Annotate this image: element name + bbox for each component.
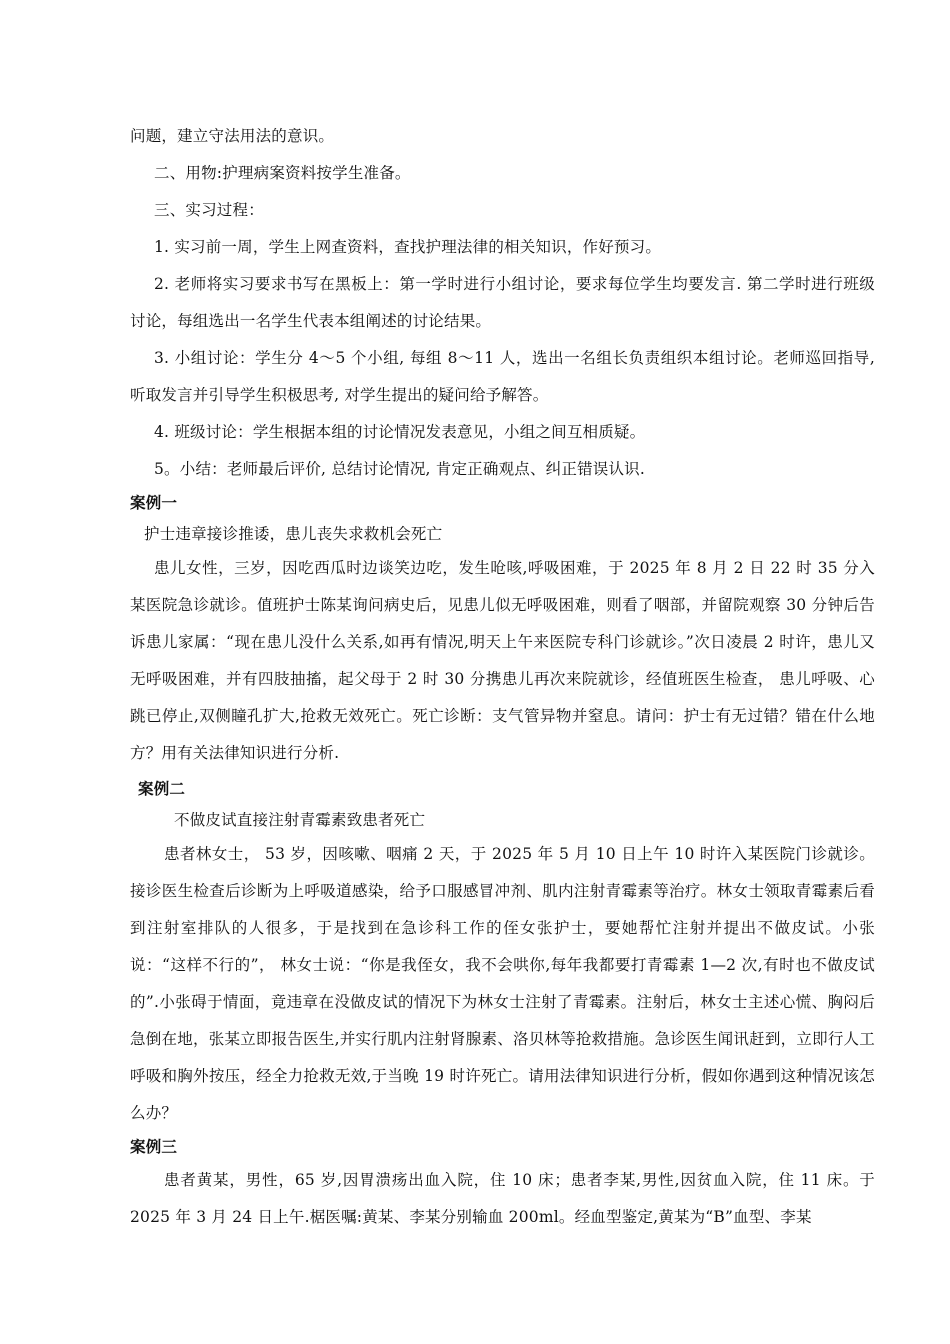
case1-body: 患儿女性，三岁，因吃西瓜时边谈笑边吃，发生呛咳,呼吸困难，于 2025 年 8 月 2 日 22 时 35 分入某医院急诊就诊。值班护士陈某询问病史后，见患儿似无呼吸困难，则看了咽部，并留院观察 30 分钟后告诉患儿家属：“现在患儿没什么关系,如再有情况,明天上午来医院专科门诊就诊。”次日凌晨 2 时许，患儿又无呼吸困难，并有四肢抽搐，起父母于 2 时 30 分携患儿再次来院就诊，经值班医生检查， 患儿呼吸、心跳已停止,双侧瞳孔扩大,抢救无效死亡。死亡诊断：支气管异物并窒息。请问：护士有无过错？错在什么地方？用有关法律知识进行分析. [130, 559, 875, 762]
case1-subtitle: 护士违章接诊推诿，患儿丧失求救机会死亡 [144, 525, 443, 543]
paragraph-step-1: 1. 实习前一周，学生上网查资料，查找护理法律的相关知识，作好预习。 [154, 238, 662, 256]
paragraph-step-2: 2. 老师将实习要求书写在黑板上：第一学时进行小组讨论，要求每位学生均要发言. 第二学时进行班级讨论，每组选出一名学生代表本组阐述的讨论结果。 [130, 275, 875, 330]
paragraph-materials: 二、用物:护理病案资料按学生准备。 [154, 164, 411, 182]
case2-body: 患者林女士， 53 岁，因咳嗽、咽痛 2 天，于 2025 年 5 月 10 日上午 10 时许入某医院门诊就诊。接诊医生检查后诊断为上呼吸道感染，给予口服感冒冲剂、肌内注射青霉素等治疗。林女士领取青霉素后看到注射室排队的人很多，于是找到在急诊科工作的侄女张护士，要她帮忙注射并提出不做皮试。小张说：“这样不行的”， 林女士说：“你是我侄女，我不会哄你,每年我都要打青霉素 1—2 次,有时也不做皮试的”.小张碍于情面，竟违章在没做皮试的情况下为林女士注射了青霉素。注射后，林女士主述心慌、胸闷后急倒在地，张某立即报告医生,并实行肌内注射肾腺素、洛贝林等抢救措施。急诊医生闻讯赶到，立即行人工呼吸和胸外按压，经全力抢救无效,于当晚 19 时许死亡。请用法律知识进行分析，假如你遇到这种情况该怎么办？ [130, 845, 875, 1122]
document-body [130, 118, 875, 1236]
paragraph-intro-continuation: 问题，建立守法用法的意识。 [130, 127, 335, 145]
paragraph-process-heading: 三、实习过程： [154, 201, 264, 219]
case3-body: 患者黄某，男性，65 岁,因胃溃疡出血入院，住 10 床；患者李某,男性,因贫血入院，住 11 床。于 2025 年 3 月 24 日上午.椐医嘱:黄某、李某分别输血 200ml。经血型鉴定,黄某为“B”血型、李某 [130, 1171, 875, 1226]
case1-heading: 案例一 [130, 494, 178, 512]
paragraph-step-3: 3. 小组讨论：学生分 4～5 个小组, 每组 8～11 人，选出一名组长负责组织本组讨论。老师巡回指导, 听取发言并引导学生积极思考, 对学生提出的疑问给予解答。 [130, 349, 875, 404]
paragraph-step-5: 5。小结：老师最后评价, 总结讨论情况, 肯定正确观点、纠正错误认识. [154, 460, 645, 478]
paragraph-step-4: 4. 班级讨论：学生根据本组的讨论情况发表意见，小组之间互相质疑。 [154, 423, 646, 441]
case2-heading: 案例二 [138, 780, 186, 798]
case3-heading: 案例三 [130, 1138, 178, 1156]
case2-subtitle: 不做皮试直接注射青霉素致患者死亡 [174, 811, 426, 829]
